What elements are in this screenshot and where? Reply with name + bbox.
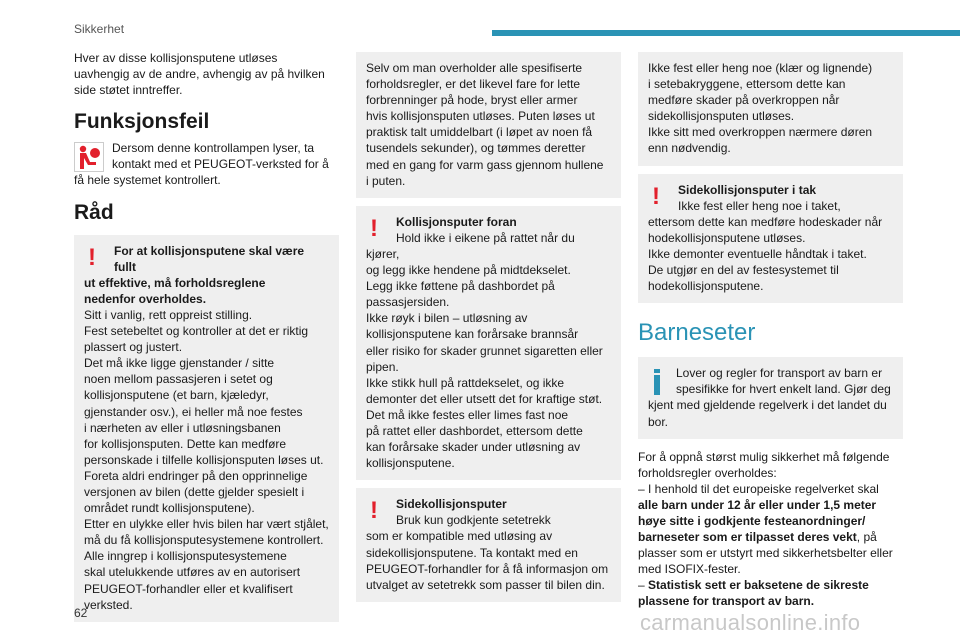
warning-exclamation-icon: ! <box>370 214 378 242</box>
text-line: må du få kollisjonsputesystemene kontrollert. <box>84 533 324 548</box>
text-line: utvalget av setetrekk som passer til bilen din. <box>366 577 605 592</box>
intro-paragraph <box>74 50 339 98</box>
text-line: Det må ikke festes eller limes fast noe <box>366 407 569 422</box>
info-box-seatbacks <box>638 52 903 166</box>
warning-box-roof-airbags <box>638 174 903 304</box>
text-line: området rundt kollisjonsputene). <box>84 501 255 516</box>
text-line: De utgjør en del av festesystemet til <box>648 263 839 278</box>
text-line: Etter en ulykke eller hvis bilen har vært stjålet, <box>84 517 329 532</box>
text-line: verksted. <box>84 597 133 612</box>
text-line: eller risiko for skader grunnet sigaretten eller <box>366 343 603 358</box>
text-line: hodekollisjonsputene. <box>648 279 764 294</box>
text-line: PEUGEOT-forhandler for å få informasjon om <box>366 561 609 576</box>
text-line: forholdsregler, er det likevel fare for lette <box>366 77 581 92</box>
text-line: som er kompatible med utløsing av <box>366 529 553 544</box>
text-line: forbrenninger på hode, bryst eller armer <box>366 93 578 108</box>
text-line: for kollisjonsputen. Dette kan medføre <box>84 436 287 451</box>
text-line: sidekollisjonsputen utløses. <box>648 109 795 124</box>
child-safety-paragraph <box>638 449 903 610</box>
text-line: praktisk talt umiddelbart (i løpet av noen få <box>366 125 593 140</box>
watermark: carmanualsonline.info <box>640 610 861 635</box>
header-accent-bar <box>492 30 960 36</box>
text-line: Ikke fest eller heng noe i taket, <box>678 198 841 213</box>
text-line: gjenstander osv.), ei heller må noe festes <box>84 404 303 419</box>
text-line: Sitt i vanlig, rett oppreist stilling. <box>84 307 253 322</box>
text-line: plassert og justert. <box>84 340 183 355</box>
text-line: Ikke demonter eventuelle håndtak i taket. <box>648 246 867 261</box>
text-line: Selv om man overholder alle spesifiserte <box>366 61 583 75</box>
text-line: ut effektive, må forholdsreglene <box>84 275 266 290</box>
warning-exclamation-icon: ! <box>88 243 96 271</box>
text-line: Bruk kun godkjente setetrekk <box>396 513 551 528</box>
text-line: kontakt med et PEUGEOT-verksted for å <box>112 157 329 172</box>
text-line: uavhengig av de andre, avhengig av på hvilken <box>74 67 325 82</box>
text-line: medføre skader på overkroppen når <box>648 93 840 108</box>
text-line: med en gang for varm gass gjennom hullene <box>366 157 604 172</box>
fault-paragraph <box>74 140 339 188</box>
text-line: demonter det eller utsett det for kraftige støt. <box>366 391 603 406</box>
text-line: høye sitte i godkjente festeanordninger/ <box>638 513 866 528</box>
text-line: skal utelukkende utføres av en autorisert <box>84 565 301 580</box>
text-line: spesifikke for hvert enkelt land. Gjør deg <box>676 382 891 397</box>
text-line: Hold ikke i eikene på rattet når du kjører, <box>366 230 575 261</box>
text-line: ettersom dette kan medføre hodeskader når <box>648 214 883 229</box>
text-line: i puten. <box>366 173 406 188</box>
heading-funksjonsfeil: Funksjonsfeil <box>74 110 210 134</box>
warning-exclamation-icon: ! <box>652 182 660 210</box>
text-line: hodekollisjonsputene utløses. <box>648 230 806 245</box>
box-title: Sidekollisjonsputer <box>396 497 507 512</box>
warning-exclamation-icon: ! <box>370 497 378 525</box>
text-line: nedenfor overholdes. <box>84 291 207 306</box>
text-line: få hele systemet kontrollert. <box>74 173 221 188</box>
column-1 <box>74 50 339 622</box>
text-bold: barneseter som er tilpasset deres vekt <box>638 530 857 545</box>
text-line: enn nødvendig. <box>648 141 731 156</box>
text-line: pipen. <box>366 359 399 374</box>
text-run: , på <box>856 530 877 545</box>
text-line: Det må ikke ligge gjenstander / sitte <box>84 356 275 371</box>
text-line: side støtet inntreffer. <box>74 83 183 98</box>
warning-box-front-airbags <box>356 206 621 481</box>
text-line: For å oppnå størst mulig sikkerhet må følgende <box>638 449 890 464</box>
column-2 <box>356 52 621 602</box>
text-line: bor. <box>648 414 669 429</box>
text-line: Alle inngrep i kollisjonsputesystemene <box>84 549 287 564</box>
text-line: kollisjonsputene. <box>366 456 455 471</box>
text-line: alle barn under 12 år eller under 1,5 meter <box>638 497 877 512</box>
text-line: personskade i tilfelle kollisjonsputen løses ut. <box>84 452 324 467</box>
text-line: kjent med gjeldende regelverk i det landet du <box>648 398 887 413</box>
text-line: Ikke fest eller heng noe (klær og lignende) <box>648 61 873 75</box>
text-line: hvis kollisjonsputen utløses. Puten løses ut <box>366 109 595 124</box>
text-line: og legg ikke hendene på midtdekselet. <box>366 263 571 278</box>
heading-rad: Råd <box>74 200 114 224</box>
text-line: versjonen av bilen (dette gjelder spesielt i <box>84 484 305 499</box>
text-line: kollisjonsputene kan forårsake brannsår <box>366 327 579 342</box>
text-line: – I henhold til det europeiske regelverket skal <box>638 481 879 496</box>
info-box-burns <box>356 52 621 198</box>
box-title: Sidekollisjonsputer i tak <box>678 182 817 197</box>
text-line: i nærheten av eller i utløsningsbanen <box>84 420 281 435</box>
section-title: Sikkerhet <box>74 22 125 36</box>
box-title: Kollisjonsputer foran <box>396 214 517 229</box>
airbag-warning-lamp-icon <box>74 142 104 172</box>
page-number: 62 <box>74 606 88 620</box>
text-line: PEUGEOT-forhandler eller et kvalifisert <box>84 581 293 596</box>
info-box-child-regulations <box>638 357 903 438</box>
text-line: Foreta aldri endringer på den opprinnelige <box>84 468 308 483</box>
text-line: forholdsregler overholdes: <box>638 465 777 480</box>
text-line: sidekollisjonsputene. Ta kontakt med en <box>366 545 578 560</box>
text-line: Ikke røyk i bilen – utløsning av <box>366 311 528 326</box>
info-icon <box>654 369 660 395</box>
text-line: Hver av disse kollisjonsputene utløses <box>74 51 278 65</box>
text-line: plasser som er utstyrt med sikkerhetsbelter eller <box>638 546 893 561</box>
warning-box-precautions <box>74 235 339 622</box>
text-line: For at kollisjonsputene skal være fullt <box>114 243 305 274</box>
text-line: Legg ikke føttene på dashbordet på <box>366 279 555 294</box>
text-line: Ikke stikk hull på rattdekselet, og ikke <box>366 375 565 390</box>
column-3 <box>638 52 903 610</box>
text-line: Ikke sitt med overkroppen nærmere døren <box>648 125 873 140</box>
heading-barneseter: Barneseter <box>638 319 756 347</box>
text-run: – <box>638 578 649 593</box>
text-line: i setebakryggene, ettersom dette kan <box>648 77 846 92</box>
text-line: Dersom denne kontrollampen lyser, ta <box>112 141 315 156</box>
text-line: Fest setebeltet og kontroller at det er riktig <box>84 324 309 339</box>
text-line: noen mellom passasjeren i setet og <box>84 372 273 387</box>
text-line: Lover og regler for transport av barn er <box>676 366 883 381</box>
text-line: tusendels sekunder), og tømmes deretter <box>366 141 586 156</box>
text-line: plassene for transport av barn. <box>638 594 815 609</box>
text-line: kollisjonsputene (et barn, kjæledyr, <box>84 388 269 403</box>
text-line: på rattet eller dashbordet, ettersom dette <box>366 423 583 438</box>
text-bold: Statistisk sett er baksetene de sikreste <box>648 578 869 593</box>
text-line: med ISOFIX-fester. <box>638 562 741 577</box>
text-line: kan forårsake skader under utløsning av <box>366 440 581 455</box>
warning-box-side-airbags <box>356 488 621 602</box>
text-line: passasjersiden. <box>366 295 450 310</box>
